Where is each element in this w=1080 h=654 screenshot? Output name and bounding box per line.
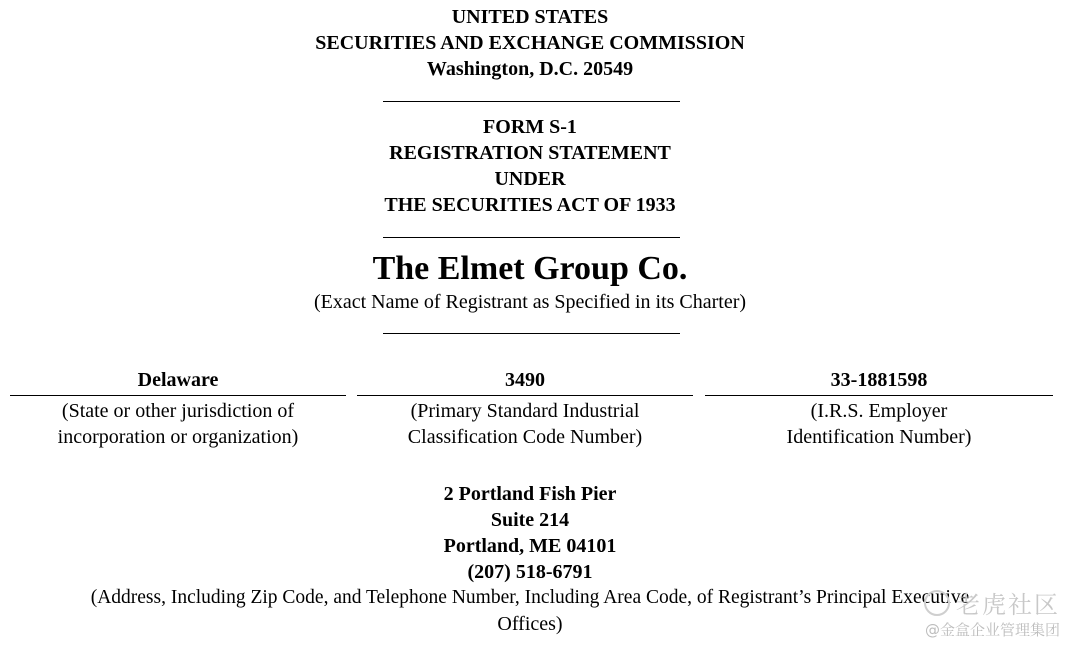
state-value: Delaware bbox=[137, 369, 219, 391]
form-under: UNDER bbox=[494, 168, 566, 190]
address-city: Portland, ME 04101 bbox=[443, 535, 617, 557]
form-title-block bbox=[0, 114, 1060, 218]
sec-header bbox=[0, 4, 1060, 82]
column-state bbox=[10, 367, 346, 450]
address-block bbox=[0, 481, 1060, 637]
irs-desc-line2: Identification Number) bbox=[786, 426, 972, 448]
address-phone: (207) 518-6791 bbox=[467, 561, 593, 583]
form-securities-act: THE SECURITIES ACT OF 1933 bbox=[384, 194, 676, 216]
address-caption-line1: (Address, Including Zip Code, and Telephone Number, Including Area Code, of Registrant’s Principal Executive bbox=[90, 587, 970, 608]
sic-desc-line1: (Primary Standard Industrial bbox=[410, 400, 640, 422]
state-description bbox=[10, 396, 346, 450]
registrant-name: The Elmet Group Co. bbox=[372, 250, 688, 287]
address-suite: Suite 214 bbox=[490, 509, 570, 531]
tiger-logo-icon bbox=[924, 590, 950, 616]
watermark bbox=[924, 590, 1060, 640]
header-united-states: UNITED STATES bbox=[451, 6, 609, 28]
state-desc-line1: (State or other jurisdiction of bbox=[61, 400, 295, 422]
divider-rule-2 bbox=[383, 237, 680, 238]
sic-desc-line2: Classification Code Number) bbox=[407, 426, 643, 448]
address-street: 2 Portland Fish Pier bbox=[443, 483, 617, 505]
irs-number-description bbox=[705, 396, 1053, 450]
sic-code-description bbox=[357, 396, 693, 450]
irs-desc-line1: (I.R.S. Employer bbox=[810, 400, 948, 422]
state-desc-line2: incorporation or organization) bbox=[57, 426, 299, 448]
divider-rule-1 bbox=[383, 101, 680, 102]
form-name: FORM S-1 bbox=[483, 116, 577, 138]
registrant-caption: (Exact Name of Registrant as Specified in its Charter) bbox=[313, 291, 747, 313]
column-irs-number bbox=[705, 367, 1053, 450]
header-commission: SECURITIES AND EXCHANGE COMMISSION bbox=[315, 32, 745, 54]
irs-number-value: 33-1881598 bbox=[830, 369, 928, 391]
address-caption-line2: Offices) bbox=[497, 613, 563, 635]
watermark-title: 老虎社区 bbox=[956, 591, 1060, 619]
form-registration-statement: REGISTRATION STATEMENT bbox=[389, 142, 671, 164]
column-sic-code bbox=[357, 367, 693, 450]
divider-rule-3 bbox=[383, 333, 680, 334]
watermark-author: @金盒企业管理集团 bbox=[924, 621, 1060, 639]
sic-code-value: 3490 bbox=[505, 369, 545, 391]
header-address: Washington, D.C. 20549 bbox=[426, 58, 634, 80]
registrant-block bbox=[0, 249, 1060, 315]
